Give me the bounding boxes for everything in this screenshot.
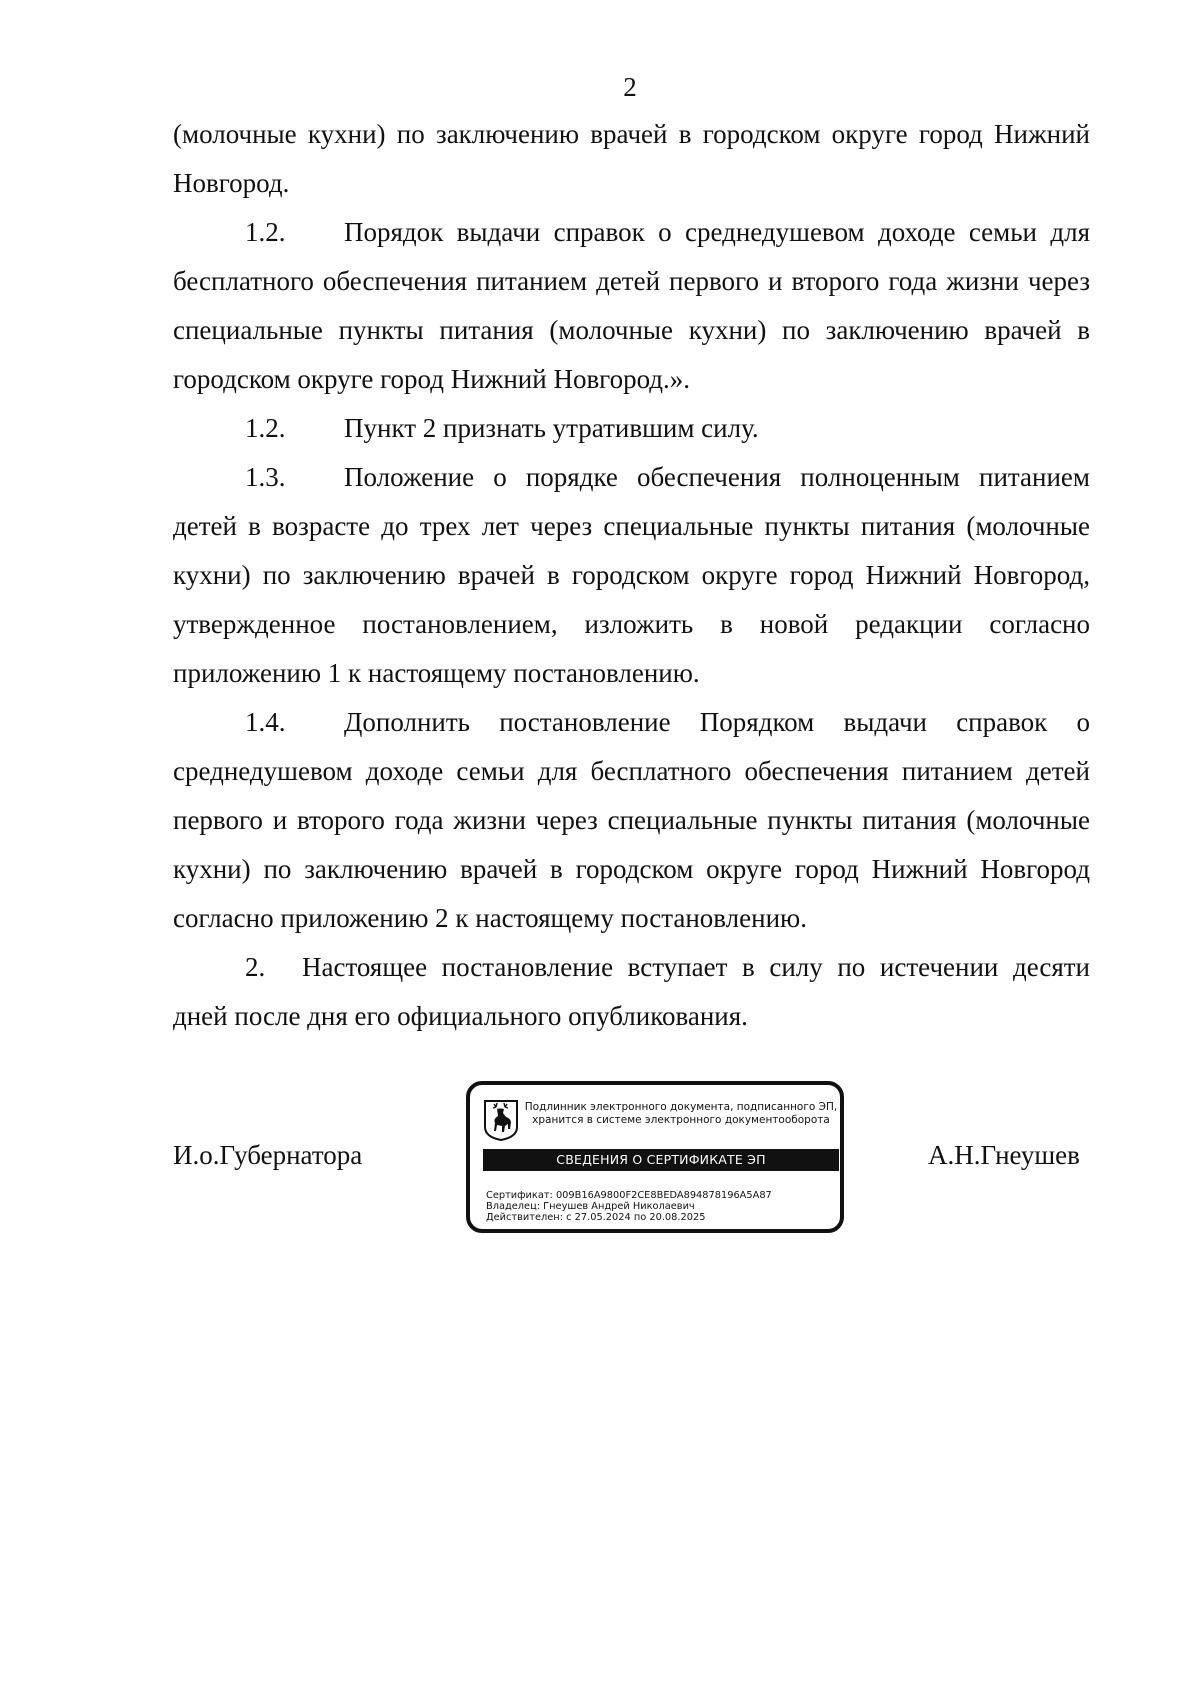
paragraph-item-1-4: [173, 698, 1090, 943]
signatory-name: А.Н.Гнеушев: [928, 1140, 1080, 1170]
item-text: Порядок выдачи справок о среднедушевом доходе семьи для бесплатного обеспечения питанием детей первого и второго года жизни через специальные пункты питания (молочные кухни) по заключению врачей в городском округе город Нижний Новгород.».: [173, 217, 1090, 394]
deer-emblem-icon: [483, 1099, 519, 1141]
paragraph-item-1-3: [173, 453, 1090, 698]
electronic-signature-stamp: [466, 1081, 844, 1233]
item-text: Настоящее постановление вступает в силу по истечении десяти дней после дня его официального опубликования.: [173, 952, 1090, 1031]
stamp-certificate-number: Сертификат: 009B16A9800F2CE8BEDA894878196A5A87: [486, 1190, 772, 1201]
item-text: Дополнить постановление Порядком выдачи справок о среднедушевом доходе семьи для бесплатного обеспечения питанием детей первого и второго года жизни через специальные пункты питания (молочные кухни) по заключению врачей в городском округе город Нижний Новгород согласно приложению 2 к настоящему постановлению.: [173, 707, 1090, 933]
page-number: 2: [623, 72, 637, 102]
item-number: 1.4.: [245, 707, 286, 737]
paragraph-intro: (молочные кухни) по заключению врачей в городском округе город Нижний Новгород.: [173, 119, 1090, 198]
signatory-position: И.о.Губернатора: [173, 1140, 363, 1170]
stamp-certificate-title: СВЕДЕНИЯ О СЕРТИФИКАТЕ ЭП: [483, 1149, 839, 1171]
item-number: 2.: [245, 952, 266, 982]
item-text: Положение о порядке обеспечения полноценным питанием детей в возрасте до трех лет через специальные пункты питания (молочные кухни) по заключению врачей в городском округе город Нижний Новгород, утвержденное постановлением, изложить в новой редакции согласно приложению 1 к настоящему постановлению.: [173, 462, 1090, 688]
document-body: [173, 110, 1090, 1041]
item-number: 1.3.: [245, 462, 286, 492]
paragraph-item-1-2b: [173, 404, 1090, 453]
item-number: 1.2.: [245, 217, 286, 247]
stamp-details: [486, 1190, 836, 1223]
item-text: Пункт 2 признать утратившим силу.: [344, 413, 759, 443]
stamp-header-line-2: хранится в системе электронного документооборота: [532, 1114, 830, 1126]
paragraph-item-2: [173, 943, 1090, 1041]
stamp-validity: Действителен: с 27.05.2024 по 20.08.2025: [486, 1212, 706, 1223]
stamp-owner: Владелец: Гнеушев Андрей Николаевич: [486, 1201, 695, 1212]
paragraph-item-1-2a: [173, 208, 1090, 404]
item-number: 1.2.: [245, 413, 286, 443]
stamp-header-line-1: Подлинник электронного документа, подписанного ЭП,: [524, 1101, 838, 1113]
stamp-header: [522, 1101, 840, 1127]
